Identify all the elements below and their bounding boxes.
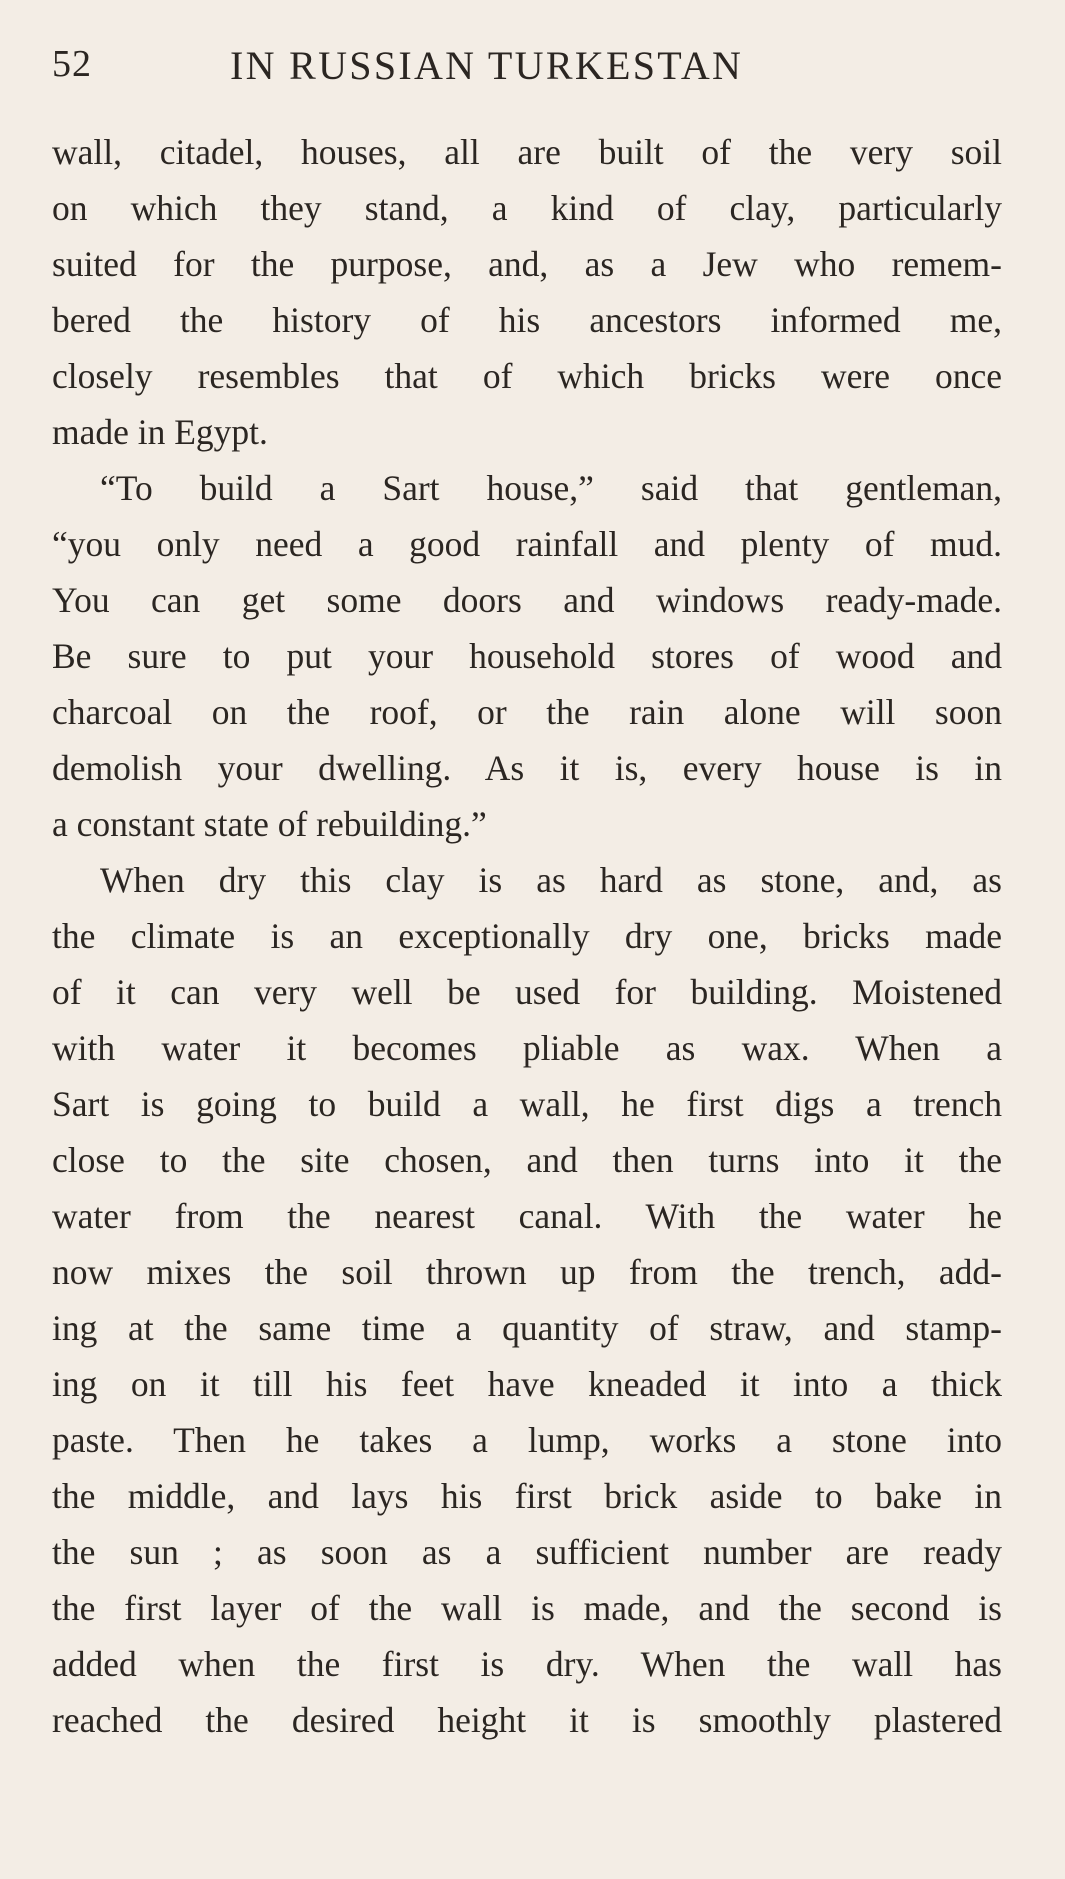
text-line: You can get some doors and windows ready-made. xyxy=(52,580,1002,620)
text-line: demolish your dwelling. As it is, every house is in xyxy=(52,748,1002,788)
text-line: paste. Then he takes a lump, works a stone into xyxy=(52,1420,1002,1460)
text-line: wall, citadel, houses, all are built of the very soil xyxy=(52,132,1002,172)
text-line: “To build a Sart house,” said that gentleman, xyxy=(100,468,1002,508)
text-line: the climate is an exceptionally dry one, bricks made xyxy=(52,916,1002,956)
text-line: a constant state of rebuilding.” xyxy=(52,804,487,844)
text-line: charcoal on the roof, or the rain alone will soon xyxy=(52,692,1002,732)
text-line: on which they stand, a kind of clay, particularly xyxy=(52,188,1002,228)
text-line: the first layer of the wall is made, and the second is xyxy=(52,1588,1002,1628)
text-line: ing at the same time a quantity of straw, and stamp- xyxy=(52,1308,1002,1348)
running-title: IN RUSSIAN TURKESTAN xyxy=(230,43,744,88)
text-line: close to the site chosen, and then turns into it the xyxy=(52,1140,1002,1180)
text-line: closely resembles that of which bricks were once xyxy=(52,356,1002,396)
text-line: Sart is going to build a wall, he first digs a trench xyxy=(52,1084,1002,1124)
text-line: reached the desired height it is smoothly plastered xyxy=(52,1700,1002,1740)
body-text xyxy=(52,124,1002,1748)
text-line: bered the history of his ancestors informed me, xyxy=(52,300,1002,340)
text-line: of it can very well be used for building. Moistened xyxy=(52,972,1002,1012)
text-line: made in Egypt. xyxy=(52,412,268,452)
page-header xyxy=(52,42,1007,90)
text-line: the sun ; as soon as a sufficient number are ready xyxy=(52,1532,1002,1572)
text-line: added when the first is dry. When the wall has xyxy=(52,1644,1002,1684)
text-line: with water it becomes pliable as wax. When a xyxy=(52,1028,1002,1068)
text-line: suited for the purpose, and, as a Jew who remem- xyxy=(52,244,1002,284)
text-line: the middle, and lays his first brick aside to bake in xyxy=(52,1476,1002,1516)
page-number: 52 xyxy=(52,43,92,85)
text-line: now mixes the soil thrown up from the trench, add- xyxy=(52,1252,1002,1292)
text-line: water from the nearest canal. With the water he xyxy=(52,1196,1002,1236)
text-line: When dry this clay is as hard as stone, and, as xyxy=(100,860,1002,900)
text-line: ing on it till his feet have kneaded it into a thick xyxy=(52,1364,1002,1404)
text-line: “you only need a good rainfall and plenty of mud. xyxy=(52,524,1002,564)
text-line: Be sure to put your household stores of wood and xyxy=(52,636,1002,676)
